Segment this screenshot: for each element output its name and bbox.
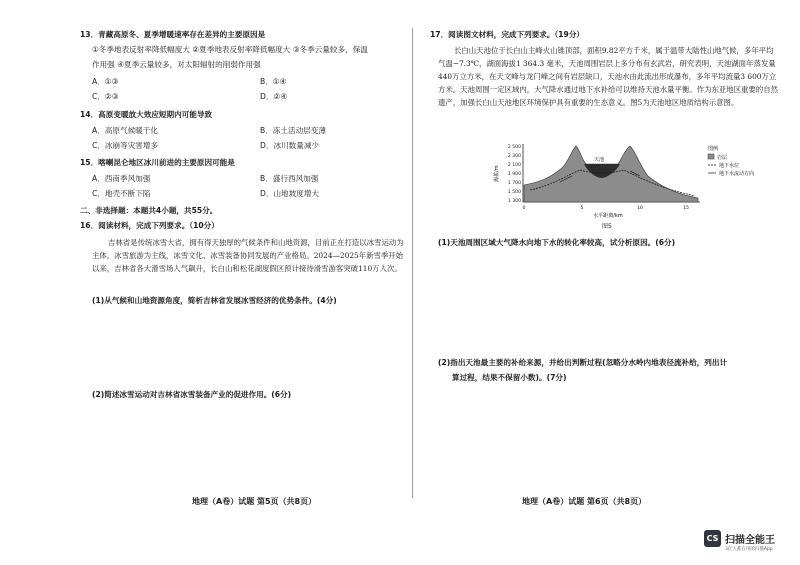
x-tick-15: 15 <box>683 206 689 211</box>
camscanner-logo-icon: CS <box>704 530 721 547</box>
legend-rock: 岩层 <box>717 155 728 161</box>
q17-material: 长白山天池位于长白山主峰火山锥顶部，面积9.82平方千米，属于温带大陆性山地气候，多年平均气温−7.3℃，湖面海拔1 364.3 毫米，天池周围岩层上多分布有玄武岩，研究表明，天池湖面年蒸发量440万立方米，在天文峰与龙门峰之间有岩层缺口，天池水由此流出形成瀑布，多年平均流量3 600万立方米。天池周围一定区域内，大气降水通过地下水补给可以维持天池水量平衡。作为东亚地区重要的自然遗产，加强长白山天池地区环境保护具有重要的生态意义。图5为天池地区地质结构示意图。 <box>438 46 778 107</box>
q14-option-a: A．高原气候暖干化 <box>92 126 158 135</box>
q14-option-b: B．冻土活动层变薄 <box>260 126 326 135</box>
left-page-footer: 地理（A卷）试题 第5页（共8页） <box>192 497 317 506</box>
y-tick-2300: 2 300 <box>507 154 521 159</box>
q15-option-a: A．西南季风加强 <box>92 174 151 183</box>
x-tick-5: 5 <box>580 206 584 211</box>
q14-option-c: C．冰崩等灾害增多 <box>92 141 159 150</box>
q16-subquestion-2: (2)简述冰雪运动对吉林省冰雪装备产业的促进作用。(6分) <box>92 390 292 399</box>
y-tick-1700: 1 700 <box>507 181 521 186</box>
q16-subquestion-1: (1)从气候和山地资源角度，简析吉林省发展冰雪经济的优势条件。(4分) <box>92 296 337 305</box>
y-tick-1300: 1 300 <box>507 199 521 204</box>
legend-groundwater: 地下水位 <box>719 163 740 169</box>
q17-stem: 17．阅读图文材料，完成下列要求。（19分） <box>430 30 585 39</box>
q13-statement-line1: ①冬季地表反射率降低幅度大 ②夏季地表反射率降低幅度大 ③冬季云量较多，保温 <box>92 45 368 54</box>
y-tick-1500: 1 500 <box>507 190 521 195</box>
legend-flow: 地下水流动方向 <box>719 171 755 177</box>
figure-5-geologic-cross-section <box>490 138 790 220</box>
legend-title: 图例 <box>708 146 719 152</box>
q17-subquestion-2-line2: 算过程，结果不保留小数)。(7分) <box>452 373 567 382</box>
q15-option-c: C．地壳不断下陷 <box>92 189 151 198</box>
q15-option-d: D．山地坡度增大 <box>260 189 320 198</box>
y-axis-label: 海拔/m <box>494 165 500 182</box>
section-two-heading: 二、非选择题：本题共4小题，共55分。 <box>80 206 218 215</box>
lake-label: 天池 <box>594 157 605 163</box>
camscanner-watermark <box>702 528 798 560</box>
x-axis-label: 水平距离/km <box>593 213 623 219</box>
y-tick-2500: 2 500 <box>507 145 521 150</box>
legend-rock-swatch <box>708 154 714 159</box>
q16-material: 吉林省是传统冰雪大省，拥有得天独厚的气候条件和山地资源，目前正在打造以冰雪运动为主体，冰雪旅游为主线，冰雪文化、冰雪装备协同发展的产业格局。2024—2025年新雪季开始以来，吉林省各大滑雪场人气飙升，长白山和松花湖度假区预计接待滑雪游客突破110万人次。 <box>92 238 404 273</box>
y-tick-1900: 1 900 <box>507 172 521 177</box>
q13-option-d: D．②④ <box>260 92 288 101</box>
camscanner-tagline: 3亿人都在用的扫描App <box>725 547 773 552</box>
y-tick-2100: 2 100 <box>507 163 521 168</box>
q15-option-b: B．盛行西风加强 <box>260 174 319 183</box>
q13-option-a: A．①③ <box>92 77 119 86</box>
q14-stem: 14．高原变暖放大效应短期内可能导致 <box>80 110 213 119</box>
x-tick-0: 0 <box>522 206 526 211</box>
right-exam-page <box>410 0 800 565</box>
q13-statement-line2: 作用强 ④夏季云量较多，对太阳辐射的削弱作用强 <box>92 60 261 69</box>
q13-stem: 13．青藏高原冬、夏季增暖速率存在差异的主要原因是 <box>80 30 266 39</box>
q17-subquestion-1: (1)天池周围区域大气降水向地下水的转化率较高，试分析原因。(6分) <box>438 238 676 247</box>
q13-option-b: B．①④ <box>260 77 287 86</box>
q14-option-d: D．冰川数量减少 <box>260 141 320 150</box>
right-page-footer: 地理（A卷）试题 第6页（共8页） <box>522 497 647 506</box>
q17-subquestion-2-line1: (2)指出天池最主要的补给来源，并给出判断过程(忽略分水岭内地表径流补给，列出计 <box>438 358 728 367</box>
camscanner-name: 扫描全能王 <box>725 535 775 546</box>
q16-stem: 16．阅读材料，完成下列要求。（10分） <box>80 221 219 230</box>
figure-5-caption: 图5 <box>602 223 612 230</box>
q15-stem: 15．喀喇昆仑地区冰川前进的主要原因可能是 <box>80 158 235 167</box>
x-tick-10: 10 <box>637 206 643 211</box>
q13-option-c: C．②③ <box>92 92 119 101</box>
